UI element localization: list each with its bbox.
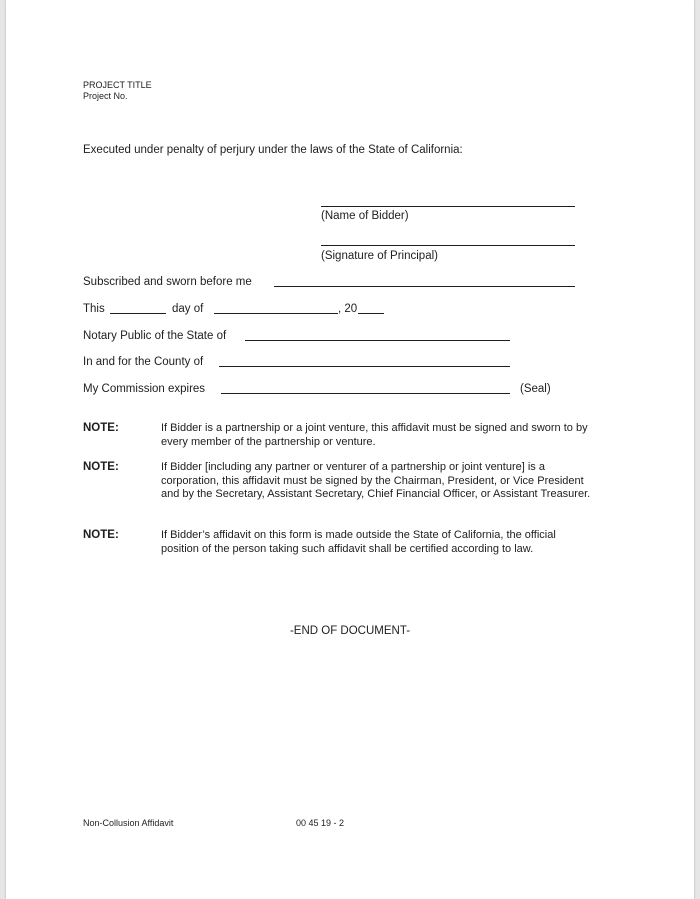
project-title: PROJECT TITLE xyxy=(83,80,152,90)
subscribed-line[interactable] xyxy=(274,286,575,287)
name-of-bidder-label: (Name of Bidder) xyxy=(321,210,409,222)
note-text-1: If Bidder is a partnership or a joint venture, this affidavit must be signed and sworn to by every member of the partnership or venture. xyxy=(161,422,588,448)
end-of-document: -END OF DOCUMENT- xyxy=(289,625,411,637)
month-line[interactable] xyxy=(214,313,338,314)
day-number-line[interactable] xyxy=(110,313,166,314)
note-label-1: NOTE: xyxy=(83,422,119,434)
signature-of-principal-label: (Signature of Principal) xyxy=(321,250,438,262)
commission-label: My Commission expires xyxy=(83,383,206,395)
principal-signature-line[interactable] xyxy=(321,245,575,246)
note-label-3: NOTE: xyxy=(83,529,119,541)
notary-state-label: Notary Public of the State of xyxy=(83,330,227,342)
perjury-declaration: Executed under penalty of perjury under the laws of the State of California: xyxy=(83,144,463,156)
note-text-2: If Bidder [including any partner or venturer of a partnership or joint venture] is a corporation, this affidavit must be signed by the Chairman, President, or Vice President and by the Secretary, Assistant Secretary, Chief Financial Officer, or Assistant Treasurer. xyxy=(161,461,591,500)
note-label-2: NOTE: xyxy=(83,461,119,473)
this-label: This xyxy=(83,303,105,315)
project-number: Project No. xyxy=(83,91,128,101)
bidder-name-line[interactable] xyxy=(321,206,575,207)
seal-label: (Seal) xyxy=(520,383,551,395)
note-text-3: If Bidder’s affidavit on this form is made outside the State of California, the official position of the person taking such affidavit shall be certified according to law. xyxy=(161,529,556,555)
subscribed-label: Subscribed and sworn before me xyxy=(83,276,252,288)
year-line[interactable] xyxy=(358,313,384,314)
footer-document-name: Non-Collusion Affidavit xyxy=(83,818,174,828)
footer-page-number: 00 45 19 - 2 xyxy=(296,818,345,828)
commission-line[interactable] xyxy=(221,393,510,394)
county-line[interactable] xyxy=(219,366,510,367)
day-of-label: day of xyxy=(172,303,204,315)
year-prefix: , 20 xyxy=(338,303,358,315)
county-label: In and for the County of xyxy=(83,356,204,368)
document-page xyxy=(6,0,694,899)
notary-state-line[interactable] xyxy=(245,340,510,341)
